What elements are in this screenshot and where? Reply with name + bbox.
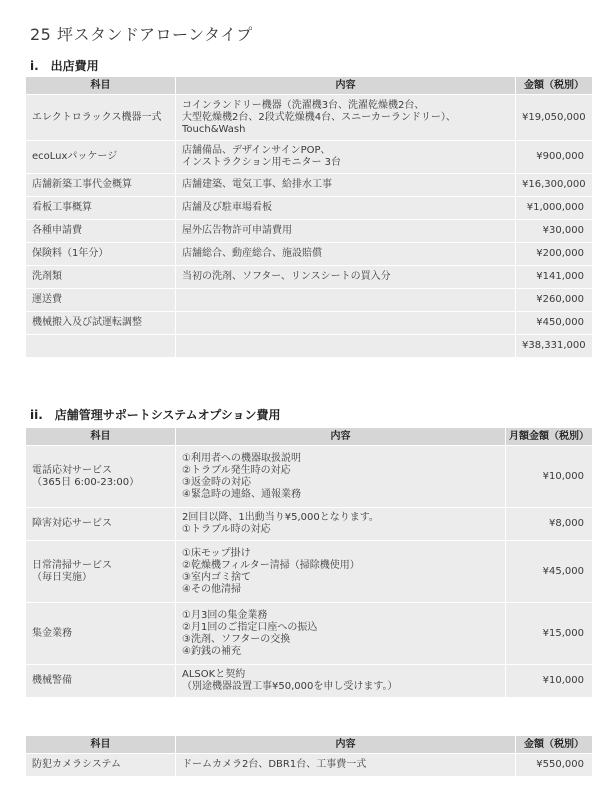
header-item: 科目 — [26, 736, 176, 754]
table-row — [26, 541, 593, 603]
amount-cell: ¥200,000 — [516, 243, 593, 266]
item-cell — [26, 541, 176, 603]
content-cell — [176, 541, 506, 603]
content-cell — [176, 95, 516, 141]
item-cell — [26, 665, 176, 698]
security-camera-table — [25, 735, 593, 777]
item-cell — [26, 754, 176, 777]
item-cell-line: エレクトロラックス機器一式 — [32, 111, 162, 123]
table-row — [26, 95, 593, 141]
content-cell-line: （別途機器設置工事¥50,000を申し受けます。） — [182, 681, 398, 692]
table-row — [26, 220, 593, 243]
table-row — [26, 312, 593, 335]
amount-cell: ¥450,000 — [516, 312, 593, 335]
content-cell — [176, 220, 516, 243]
content-cell-line: ②乾燥機フィルター清掃（掃除機使用） — [182, 559, 360, 571]
section-title-support-options: ii. 店舗管理サポートシステムオプション費用 — [30, 408, 281, 422]
amount-cell: ¥8,000 — [506, 508, 593, 541]
item-cell — [26, 335, 176, 358]
table-header-row — [26, 428, 593, 446]
content-cell-line: ④その他清掃 — [182, 583, 241, 595]
content-cell-line: Touch&Wash — [182, 123, 246, 135]
item-cell — [26, 141, 176, 174]
content-cell — [176, 508, 506, 541]
content-cell — [176, 665, 506, 698]
item-cell-line: 運送費 — [32, 294, 62, 305]
item-cell — [26, 508, 176, 541]
item-cell-line: 店舗新築工事代金概算 — [32, 179, 132, 190]
item-cell-line: 各種申請費 — [32, 225, 82, 236]
table-row — [26, 446, 593, 508]
table-header-row — [26, 736, 593, 754]
content-cell-line: ALSOKと契約 — [182, 669, 246, 680]
amount-cell: ¥260,000 — [516, 289, 593, 312]
table-header-row — [26, 77, 593, 95]
table-row — [26, 266, 593, 289]
content-cell — [176, 289, 516, 312]
content-cell-line: ③室内ゴミ捨て — [182, 571, 251, 583]
content-cell — [176, 754, 516, 777]
content-cell-line: ①トラブル時の対応 — [182, 524, 271, 535]
item-cell — [26, 243, 176, 266]
content-cell-line: ②トラブル発生時の対応 — [182, 464, 291, 476]
page-title: 25 坪スタンドアローンタイプ — [30, 25, 253, 44]
table-row — [26, 141, 593, 174]
amount-cell: ¥141,000 — [516, 266, 593, 289]
table-row — [26, 603, 593, 665]
amount-cell: ¥45,000 — [506, 541, 593, 603]
content-cell — [176, 603, 506, 665]
item-cell-line: 障害対応サービス — [32, 518, 112, 529]
item-cell-line: （毎日実施） — [32, 571, 92, 583]
content-cell — [176, 335, 516, 358]
content-cell-line: 店舗備品、デザインサインPOP、 — [182, 145, 331, 156]
table-row — [26, 197, 593, 220]
content-cell — [176, 174, 516, 197]
item-cell — [26, 603, 176, 665]
item-cell — [26, 289, 176, 312]
header-amount: 金額（税別） — [516, 736, 593, 754]
item-cell — [26, 95, 176, 141]
content-cell-line: ④釣銭の補充 — [182, 645, 241, 657]
content-cell-line: ①利用者への機器取扱説明 — [182, 452, 301, 464]
item-cell — [26, 220, 176, 243]
content-cell-line: インストラクション用モニター 3台 — [182, 157, 342, 168]
amount-cell: ¥1,000,000 — [516, 197, 593, 220]
content-cell-line: 屋外広告物許可申請費用 — [182, 225, 292, 236]
content-cell-line: コインランドリー機器（洗濯機3台、洗濯乾燥機2台、 — [182, 99, 425, 111]
table-row — [26, 508, 593, 541]
item-cell-line: 機械搬入及び試運転調整 — [32, 317, 142, 328]
item-cell-line: 洗剤類 — [32, 271, 62, 282]
content-cell — [176, 141, 516, 174]
content-cell-line: ④緊急時の連絡、通報業務 — [182, 488, 301, 500]
support-options-table — [25, 427, 593, 698]
table-row — [26, 243, 593, 266]
content-cell-line: 2回目以降、1出動当り¥5,000となります。 — [182, 512, 379, 523]
table-row — [26, 665, 593, 698]
content-cell — [176, 197, 516, 220]
amount-cell: ¥10,000 — [506, 665, 593, 698]
content-cell — [176, 312, 516, 335]
table-row — [26, 174, 593, 197]
content-cell — [176, 243, 516, 266]
table-row — [26, 754, 593, 777]
item-cell-line: 保険料（1年分） — [32, 248, 109, 259]
amount-cell: ¥16,300,000 — [516, 174, 593, 197]
item-cell-line: ecoLuxパッケージ — [32, 151, 118, 162]
item-cell-line: 集金業務 — [32, 627, 72, 639]
amount-cell: ¥900,000 — [516, 141, 593, 174]
amount-cell: ¥550,000 — [516, 754, 593, 777]
table-row — [26, 335, 593, 358]
header-amount: 月額金額（税別） — [506, 428, 593, 446]
item-cell-line: 電話応対サービス — [32, 464, 112, 476]
amount-cell: ¥30,000 — [516, 220, 593, 243]
header-content: 内容 — [176, 736, 516, 754]
item-cell-line: 機械警備 — [32, 675, 72, 686]
content-cell-line: 店舗建築、電気工事、給排水工事 — [182, 179, 332, 190]
content-cell-line: ③返金時の対応 — [182, 476, 251, 488]
item-cell-line: 日常清掃サービス — [32, 559, 112, 571]
header-amount: 金額（税別） — [516, 77, 593, 95]
section-title-opening-costs: i. 出店費用 — [30, 59, 99, 73]
header-content: 内容 — [176, 77, 516, 95]
item-cell — [26, 197, 176, 220]
opening-costs-table — [25, 76, 593, 358]
item-cell — [26, 174, 176, 197]
item-cell-line: 防犯カメラシステム — [32, 759, 121, 770]
item-cell-line: 看板工事概算 — [32, 202, 92, 213]
content-cell-line: 大型乾燥機2台、2段式乾燥機4台、スニーカーランドリー）、 — [182, 111, 456, 123]
amount-cell: ¥38,331,000 — [516, 335, 593, 358]
content-cell-line: 店舗及び駐車場看板 — [182, 202, 272, 213]
item-cell — [26, 266, 176, 289]
amount-cell: ¥10,000 — [506, 446, 593, 508]
item-cell — [26, 312, 176, 335]
content-cell-line: ドームカメラ2台、DBR1台、工事費一式 — [182, 759, 367, 770]
table-row — [26, 289, 593, 312]
item-cell — [26, 446, 176, 508]
header-item: 科目 — [26, 428, 176, 446]
content-cell — [176, 446, 506, 508]
header-content: 内容 — [176, 428, 506, 446]
content-cell-line: ①月3回の集金業務 — [182, 609, 268, 621]
header-item: 科目 — [26, 77, 176, 95]
item-cell-line: （365日 6:00-23:00） — [32, 476, 140, 488]
content-cell-line: 当初の洗剤、ソフター、リンスシートの買入分 — [182, 271, 391, 282]
amount-cell: ¥15,000 — [506, 603, 593, 665]
amount-cell: ¥19,050,000 — [516, 95, 593, 141]
content-cell-line: ③洗剤、ソフターの交換 — [182, 633, 291, 645]
content-cell-line: ①床モップ掛け — [182, 547, 251, 559]
content-cell — [176, 266, 516, 289]
content-cell-line: ②月1回のご指定口座への振込 — [182, 621, 318, 633]
content-cell-line: 店舗総合、動産総合、施設賠償 — [182, 248, 322, 259]
